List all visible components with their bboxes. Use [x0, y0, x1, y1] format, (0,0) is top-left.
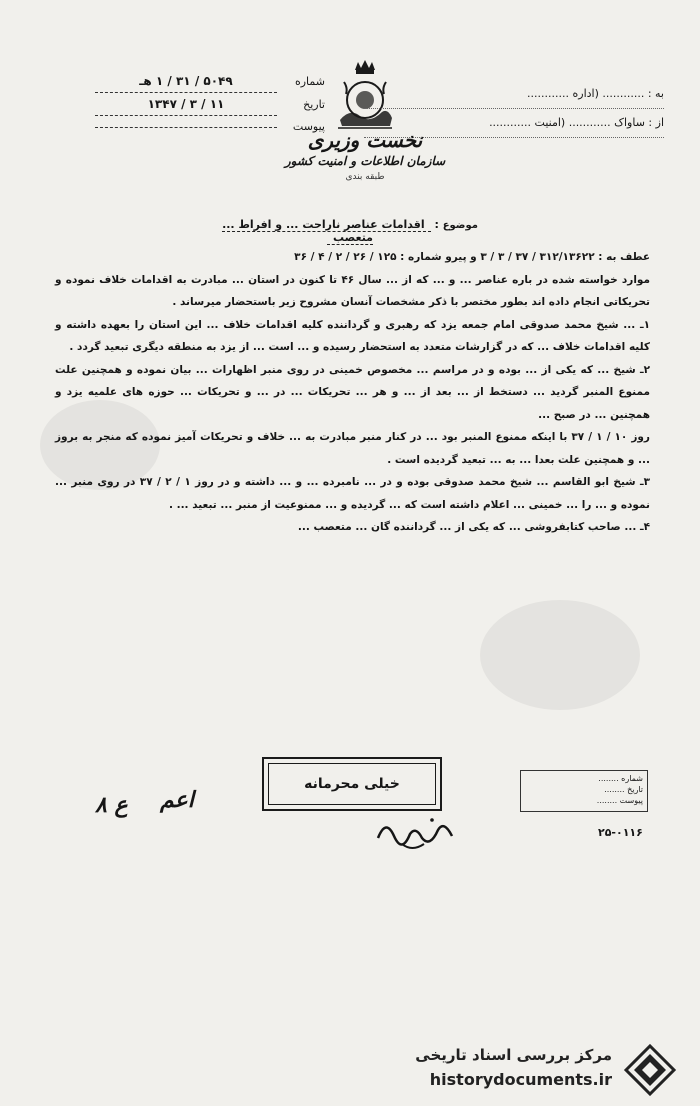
- watermark-name: مرکز بررسی اسناد تاریخی: [415, 1046, 612, 1064]
- attachment-label: پیوست: [292, 120, 325, 133]
- watermark-url: historydocuments.ir: [429, 1070, 612, 1089]
- body-paragraph: روز ۱۰ / ۱ / ۳۷ با اینکه ممنوع المنبر بود ... در کنار منبر مبادرت به ... خلاف و تحریکات آمیز نموده که منجر به بروز ... و همچنین علت بعدا ... به ... تبعید گردیده است .: [55, 431, 650, 466]
- date-value: ۱۱ / ۳ / ۱۳۴۷: [95, 93, 277, 116]
- date-label: تاریخ: [303, 97, 325, 111]
- handwritten-number: ۸ ع: [95, 792, 128, 818]
- body-paragraph: موارد خواسته شده در باره عناصر ... و ... که از ... سال ۴۶ تا کنون در استان ... مبادرت به اقدامات خلاف نموده و تحریکاتی انجام داده اند بطور مختصر با ذکر مشخصات آنسان مشروح زیر باستحضار میرساند .: [55, 273, 650, 308]
- handwritten-signature-icon: [372, 808, 462, 858]
- addressing-block: [364, 80, 664, 138]
- registry-line: شماره ........: [598, 774, 643, 783]
- archive-logo-icon: [620, 1042, 680, 1098]
- ministry-subtitle: سازمان اطلاعات و امنیت کشور: [284, 154, 446, 168]
- body-paragraph: ۴ـ ... صاحب کتابفروشی ... که یکی از ... گرداننده گان ... متعصب ...: [297, 521, 650, 533]
- body-paragraph: ۲ـ شیخ ... که یکی از ... بوده و در مراسم ... مخصوص خمینی در روی منبر اظهارات ... بیان نموده و همچنین علت ممنوع المنبر گردید ... دستخط از ... بعد از ... و هر ... تحریکات ... در ... و تحریکات ... حوزه های علمیه یزد و همچنین ... در صبح ...: [55, 363, 650, 421]
- registry-box: [520, 770, 648, 812]
- document-code: ۲۵-۰۱۱۶: [598, 826, 643, 839]
- from-line: از : ساواک ............ (امنیت ............: [364, 109, 664, 138]
- subject-label: موضوع: [442, 220, 478, 231]
- reference-paragraph: عطف به : ۳۱۲/۱۳۶۲۲ / ۳۷ / ۳ / ۳ و پیرو شماره : ۱۲۵ / ۲۶ / ۲ / ۴ / ۳۶: [294, 251, 650, 263]
- handwritten-mark: اعم: [160, 787, 194, 813]
- subject-text: اقدامات عناصر ناراحت ... و افراط ... متعصب: [222, 218, 431, 245]
- subject-line: موضوع : اقدامات عناصر ناراحت ... و افراط ... متعصب: [222, 218, 478, 244]
- addressee-line: به : ............ (اداره ............: [364, 80, 664, 109]
- ref-number-label: شماره: [294, 74, 325, 88]
- ref-number-row: [95, 70, 325, 93]
- letter-body: [55, 246, 650, 539]
- date-row: [95, 93, 325, 116]
- body-paragraph: ۱ـ ... شیخ محمد صدوقی امام جمعه یزد که رهبری و گرداننده کلیه اقدامات خلاف ... این استان را بعهده داشته و کلیه اقدامات خلاف ... که در گزارشات متعدد به استحضار رسیده و ... است ... از یزد به منطقه دیگری تبعید گردد .: [55, 318, 650, 353]
- classification-label: طبقه بندی: [345, 172, 385, 182]
- classification-stamp: [262, 757, 442, 811]
- ministry-title: نخست وزیری: [307, 128, 423, 152]
- body-paragraph: ۳ـ شیخ ابو القاسم ... شیخ محمد صدوقی بوده و در ... نامبرده ... و ... داشته و در روز ۱ / ۲ / ۳۷ در روی منبر ... نموده و ... را ... خمینی ... اعلام داشته است که ... گردیده و ... ممنوعیت از منبر ... تبعید ... .: [55, 476, 650, 511]
- watermark: [405, 1040, 690, 1100]
- stamp-text: خیلی محرمانه: [304, 776, 400, 792]
- registry-line: تاریخ ........: [604, 785, 643, 794]
- ref-number-value: ۵۰۴۹ / ۳۱ / ۱ هـ: [95, 70, 277, 93]
- attachment-value: [95, 127, 277, 128]
- paper-stain: [480, 600, 640, 710]
- registry-line: پیوست ........: [596, 796, 643, 805]
